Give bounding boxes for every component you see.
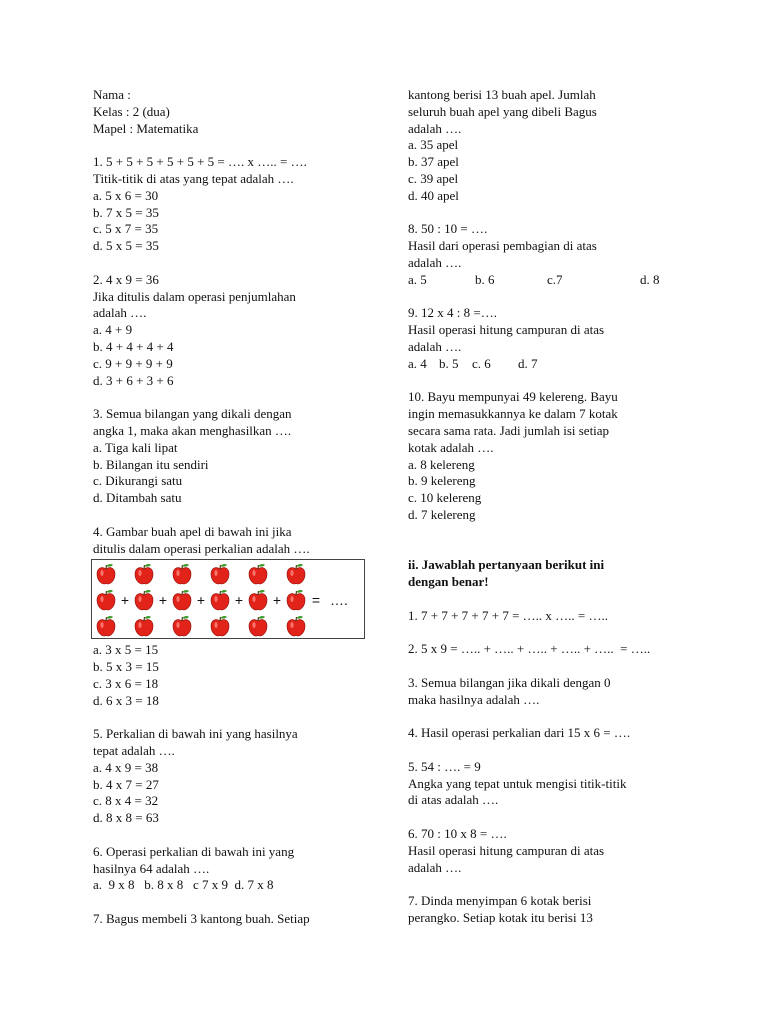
q7-option-b: b. 37 apel: [408, 154, 459, 170]
plus-sign: +: [120, 591, 130, 608]
essay-4: 4. Hasil operasi perkalian dari 15 x 6 = ….: [408, 725, 631, 741]
apple-icon: [210, 563, 230, 585]
q10-option-a: a. 8 kelereng: [408, 456, 475, 472]
q5-option-a: a. 4 x 9 = 38: [93, 759, 159, 775]
essay-7: perangko. Setiap kotak itu berisi 13: [408, 910, 593, 926]
q10-text: ingin memasukkannya ke dalam 7 kotak: [408, 406, 618, 422]
apple-icon: [210, 589, 230, 611]
apple-icon: [96, 615, 116, 637]
q7-option-d: d. 40 apel: [408, 187, 459, 203]
q7-option-c: c. 39 apel: [408, 170, 459, 186]
plus-sign: +: [272, 591, 282, 608]
q4-option-d: d. 6 x 3 = 18: [93, 692, 159, 708]
apple-picture: [91, 559, 365, 639]
q3-option-c: c. Dikurangi satu: [93, 473, 183, 489]
q1-option-c: c. 5 x 7 = 35: [93, 221, 159, 237]
q5-option-c: c. 8 x 4 = 32: [93, 793, 159, 809]
q6-text: hasilnya 64 adalah ….: [93, 860, 210, 876]
q9-text: adalah ….: [408, 338, 462, 354]
apple-icon: [248, 563, 268, 585]
essay-5: Angka yang tepat untuk mengisi titik-titik: [408, 775, 627, 791]
equals-sign: =: [311, 591, 321, 608]
q9-option-a: a. 4: [408, 355, 427, 371]
q9-text: 9. 12 x 4 : 8 =….: [408, 305, 497, 321]
q3-option-b: b. Bilangan itu sendiri: [93, 456, 209, 472]
essay-2: 2. 5 x 9 = ….. + ….. + ….. + ….. + ….. = …..: [408, 641, 651, 657]
q4-text: 4. Gambar buah apel di bawah ini jika: [93, 523, 292, 539]
q8-option-c: c.7: [547, 271, 563, 287]
q10-option-d: d. 7 kelereng: [408, 506, 476, 522]
essay-5: 5. 54 : …. = 9: [408, 758, 481, 774]
essay-3: 3. Semua bilangan jika dikali dengan 0: [408, 674, 611, 690]
q2-option-c: c. 9 + 9 + 9 + 9: [93, 355, 173, 371]
q7-text: 7. Bagus membeli 3 kantong buah. Setiap: [93, 911, 310, 927]
essay-1: 1. 7 + 7 + 7 + 7 + 7 = ….. x ….. = …..: [408, 607, 608, 623]
apple-icon: [134, 615, 154, 637]
q1-option-a: a. 5 x 6 = 30: [93, 187, 159, 203]
q1-text: Titik-titik di atas yang tepat adalah ….: [93, 170, 294, 186]
q3-text: angka 1, maka akan menghasilkan ….: [93, 422, 292, 438]
q10-text: 10. Bayu mempunyai 49 kelereng. Bayu: [408, 389, 618, 405]
q2-option-d: d. 3 + 6 + 3 + 6: [93, 372, 174, 388]
q4-option-b: b. 5 x 3 = 15: [93, 659, 159, 675]
apple-icon: [248, 615, 268, 637]
q5-text: tepat adalah ….: [93, 743, 175, 759]
q10-text: kotak adalah ….: [408, 439, 494, 455]
apple-icon: [172, 563, 192, 585]
apple-icon: [286, 615, 306, 637]
plus-sign: +: [196, 591, 206, 608]
q8-option-b: b. 6: [475, 271, 495, 287]
essay-5: di atas adalah ….: [408, 792, 499, 808]
field-nama: Nama :: [93, 87, 131, 102]
q3-option-a: a. Tiga kali lipat: [93, 439, 178, 455]
apple-icon: [96, 563, 116, 585]
q7-text: adalah ….: [408, 120, 462, 136]
plus-sign: +: [158, 591, 168, 608]
q6-options: a. 9 x 8 b. 8 x 8 c 7 x 9 d. 7 x 8: [93, 877, 274, 893]
right-column: [408, 87, 670, 927]
q2-text: 2. 4 x 9 = 36: [93, 271, 159, 287]
plus-sign: +: [234, 591, 244, 608]
apple-icon: [134, 563, 154, 585]
q2-option-a: a. 4 + 9: [93, 322, 133, 338]
q4-option-a: a. 3 x 5 = 15: [93, 642, 159, 658]
q9-text: Hasil operasi hitung campuran di atas: [408, 322, 605, 338]
apple-icon: [96, 589, 116, 611]
q9-option-c: c. 6: [472, 355, 491, 371]
apple-icon: [172, 589, 192, 611]
field-kelas: Kelas : 2 (dua): [93, 103, 170, 119]
q9-option-b: b. 5: [439, 355, 459, 371]
q8-option-d: d. 8: [640, 271, 660, 287]
apple-icon: [210, 615, 230, 637]
q10-option-b: b. 9 kelereng: [408, 473, 476, 489]
apple-icon: [286, 563, 306, 585]
apple-icon: [134, 589, 154, 611]
q8-text: adalah ….: [408, 254, 462, 270]
essay-6: adalah ….: [408, 859, 462, 875]
q7-text: seluruh buah apel yang dibeli Bagus: [408, 103, 597, 119]
q2-text: Jika ditulis dalam operasi penjumlahan: [93, 288, 296, 304]
section-heading: ii. Jawablah pertanyaan berikut ini: [408, 557, 605, 573]
q5-option-b: b. 4 x 7 = 27: [93, 776, 159, 792]
q8-text: Hasil dari operasi pembagian di atas: [408, 238, 597, 254]
apple-icon: [248, 589, 268, 611]
apple-icon: [172, 615, 192, 637]
essay-7: 7. Dinda menyimpan 6 kotak berisi: [408, 893, 592, 909]
q8-options: [408, 272, 670, 289]
apple-row-bottom: [96, 614, 324, 638]
answer-dots: ….: [330, 591, 348, 608]
q9-options: [408, 356, 670, 373]
q3-option-d: d. Ditambah satu: [93, 490, 182, 506]
q4-text: ditulis dalam operasi perkalian adalah ….: [93, 540, 310, 556]
left-column: [93, 87, 375, 928]
q7-text: kantong berisi 13 buah apel. Jumlah: [408, 87, 596, 102]
q5-option-d: d. 8 x 8 = 63: [93, 810, 159, 826]
q10-text: secara sama rata. Jadi jumlah isi setiap: [408, 422, 610, 438]
q1-option-d: d. 5 x 5 = 35: [93, 238, 159, 254]
q3-text: 3. Semua bilangan yang dikali dengan: [93, 406, 292, 422]
q2-option-b: b. 4 + 4 + 4 + 4: [93, 338, 174, 354]
q8-option-a: a. 5: [408, 271, 427, 287]
essay-6: Hasil operasi hitung campuran di atas: [408, 842, 605, 858]
apple-row-top: [96, 562, 324, 586]
apple-row-middle: [96, 588, 348, 612]
q4-option-c: c. 3 x 6 = 18: [93, 675, 159, 691]
essay-6: 6. 70 : 10 x 8 = ….: [408, 826, 507, 842]
field-mapel: Mapel : Matematika: [93, 120, 199, 136]
q5-text: 5. Perkalian di bawah ini yang hasilnya: [93, 726, 298, 742]
apple-icon: [286, 589, 306, 611]
essay-3: maka hasilnya adalah ….: [408, 691, 540, 707]
q1-option-b: b. 7 x 5 = 35: [93, 204, 159, 220]
q2-text: adalah ….: [93, 305, 147, 321]
q7-option-a: a. 35 apel: [408, 137, 459, 153]
q1-text: 1. 5 + 5 + 5 + 5 + 5 + 5 = …. x ….. = ….: [93, 154, 307, 170]
section-heading: dengan benar!: [408, 574, 489, 590]
q10-option-c: c. 10 kelereng: [408, 490, 482, 506]
q8-text: 8. 50 : 10 = ….: [408, 221, 488, 237]
q9-option-d: d. 7: [518, 355, 538, 371]
q6-text: 6. Operasi perkalian di bawah ini yang: [93, 843, 295, 859]
